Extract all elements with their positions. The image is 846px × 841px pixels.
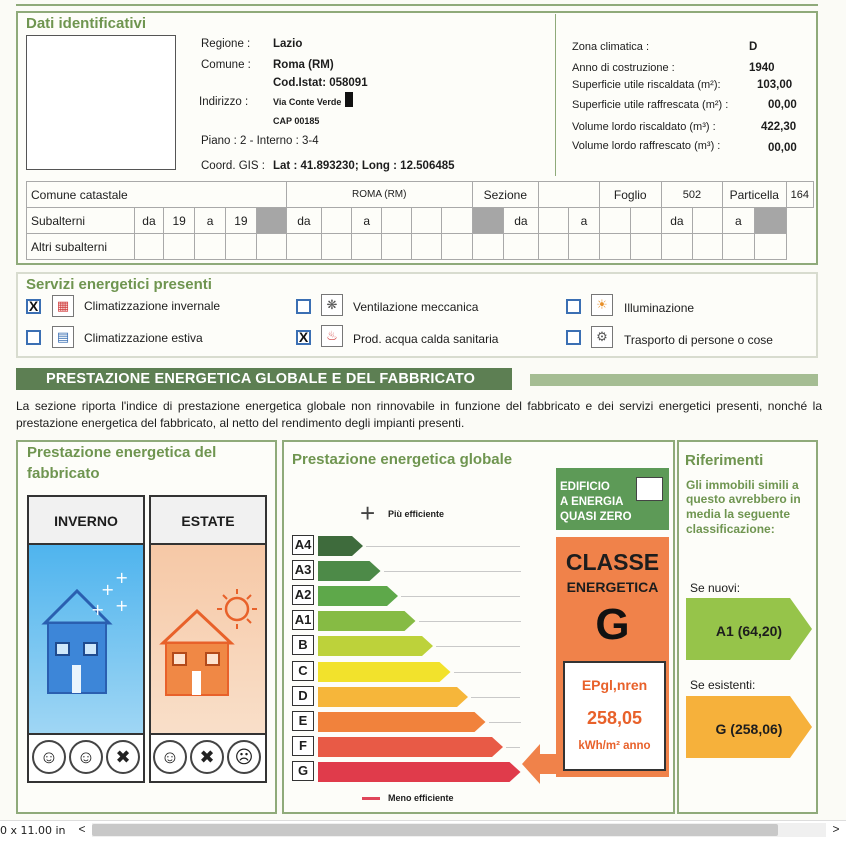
nzeb-line-2: A ENERGIA	[560, 496, 624, 508]
neutral-face-crossed-icon: ✖	[190, 740, 224, 774]
service-checkbox-acqua-calda[interactable]: X	[296, 330, 311, 345]
inverno-image	[27, 545, 145, 733]
class-bar-a1	[318, 610, 417, 631]
coord-label: Coord. GIS :	[201, 160, 265, 172]
top-border	[16, 0, 818, 6]
lightbulb-icon: ☀	[591, 294, 613, 316]
id-separator	[555, 14, 556, 176]
service-label: Trasporto di persone o cose	[624, 333, 773, 347]
vol-risc-label: Volume lordo riscaldato (m³) :	[572, 121, 716, 133]
class-label-f: F	[292, 736, 314, 756]
class-guide-line	[454, 672, 521, 673]
regione-label: Regione :	[201, 38, 251, 50]
sup-risc-value: 103,00	[757, 79, 793, 91]
zona-value: D	[749, 41, 758, 53]
nuovi-label: Se nuovi:	[690, 581, 741, 595]
riferimenti-text-1: Gli immobili simili a	[686, 478, 799, 492]
globale-title: Prestazione energetica globale	[292, 451, 513, 468]
coord-value: Lat : 41.893230; Long : 12.506485	[273, 160, 455, 172]
class-pointer-arrow	[522, 738, 562, 790]
classe-title-2: ENERGETICA	[566, 579, 659, 595]
service-label: Illuminazione	[624, 301, 695, 315]
riferimenti-text-2: questo avrebbero in	[686, 492, 801, 506]
class-guide-line	[506, 747, 520, 748]
water-tap-icon: ♨	[321, 325, 343, 347]
class-bar-g	[318, 761, 522, 782]
fabbricato-title-2: fabbricato	[27, 465, 100, 482]
sad-face-crossed-icon: ✖	[106, 740, 140, 774]
vol-risc-value: 422,30	[761, 121, 797, 133]
altri-subalterni-label: Altri subalterni	[27, 234, 135, 260]
section-banner	[16, 368, 818, 390]
sub-to-cell: 19	[225, 208, 256, 234]
indirizzo-value: Via Conte Verde	[273, 97, 342, 107]
photo-box	[26, 35, 176, 170]
sup-raff-value: 00,00	[768, 99, 797, 111]
classe-value: G	[595, 600, 630, 649]
a-cell: a	[195, 208, 226, 234]
class-guide-line	[384, 571, 521, 572]
zona-label: Zona climatica :	[572, 41, 650, 53]
class-guide-line	[436, 646, 520, 647]
sad-face-icon: ☹	[227, 740, 261, 774]
foglio-label: Foglio	[599, 182, 661, 208]
sezione-label: Sezione	[472, 182, 539, 208]
class-bar-b	[318, 635, 434, 656]
neutral-face-icon: ☺	[69, 740, 103, 774]
ep-unit: kWh/m² anno	[578, 740, 651, 752]
regione-value: Lazio	[273, 38, 303, 50]
cadastre-comune-value: ROMA (RM)	[287, 182, 472, 208]
riferimenti-text-4: classificazione:	[686, 522, 775, 536]
classe-title-1: CLASSE	[565, 549, 660, 575]
anno-value: 1940	[749, 62, 775, 74]
riferimenti-title: Riferimenti	[685, 452, 764, 469]
service-checkbox-trasporto[interactable]	[566, 330, 581, 345]
nzeb-checkbox[interactable]	[636, 477, 663, 501]
page-size-label: 0 x 11.00 in	[0, 824, 66, 837]
ep-value: 258,05	[586, 708, 643, 728]
anno-label: Anno di costruzione :	[572, 62, 675, 74]
meno-efficiente-label: Meno efficiente	[388, 793, 454, 803]
service-checkbox-illuminazione[interactable]	[566, 299, 581, 314]
service-label: Ventilazione meccanica	[353, 300, 479, 314]
minus-icon	[362, 797, 380, 800]
class-label-b: B	[292, 635, 314, 655]
air-conditioner-icon: ▤	[52, 326, 74, 348]
fan-icon: ❋	[321, 294, 343, 316]
class-bar-a3	[318, 560, 382, 581]
service-checkbox-climatizzazione-invernale[interactable]: X	[26, 299, 41, 314]
class-label-g: G	[292, 761, 314, 781]
class-label-a1: A1	[292, 610, 314, 630]
service-label: Climatizzazione invernale	[84, 299, 221, 313]
fabbricato-title-1: Prestazione energetica del	[27, 444, 217, 461]
class-label-c: C	[292, 661, 314, 681]
riferimenti-text-3: media la seguente	[686, 507, 791, 521]
esistenti-label: Se esistenti:	[690, 678, 756, 692]
sup-raff-label: Superficie utile raffrescata (m²) :	[572, 99, 729, 111]
class-label-e: E	[292, 711, 314, 731]
piano-value: Piano : 2 - Interno : 3-4	[201, 135, 319, 147]
class-guide-line	[419, 621, 521, 622]
da-cell: da	[287, 208, 322, 234]
class-guide-line	[366, 546, 520, 547]
a-cell: a	[722, 208, 754, 234]
class-guide-line	[489, 722, 521, 723]
vol-raff-value: 00,00	[768, 142, 797, 154]
plus-icon: +	[360, 498, 376, 528]
a-cell: a	[569, 208, 600, 234]
horizontal-scrollbar-thumb[interactable]	[92, 824, 778, 836]
class-guide-line	[471, 697, 520, 698]
indirizzo-label: Indirizzo :	[199, 96, 249, 108]
da-cell: da	[134, 208, 163, 234]
class-bar-a2	[318, 585, 399, 606]
estate-header	[149, 495, 267, 545]
class-label-d: D	[292, 686, 314, 706]
svg-text:+: +	[115, 596, 129, 615]
comune-label: Comune :	[201, 59, 251, 71]
scroll-right-button[interactable]: >	[832, 822, 840, 836]
house-winter-icon	[29, 545, 143, 733]
services-title: Servizi energetici presenti	[26, 276, 212, 293]
banner-title: PRESTAZIONE ENERGETICA GLOBALE E DEL FABBRICATO	[46, 371, 476, 387]
identification-title: Dati identificativi	[26, 15, 147, 32]
happy-face-icon: ☺	[32, 740, 66, 774]
svg-text:+: +	[91, 600, 105, 619]
sup-risc-label: Superficie utile riscaldata (m²):	[572, 79, 721, 91]
nzeb-line-3: QUASI ZERO	[560, 511, 632, 523]
cadastre-comune-label: Comune catastale	[27, 182, 287, 208]
radiator-icon: ▦	[52, 295, 74, 317]
table-row	[27, 182, 814, 208]
svg-text:+: +	[101, 580, 115, 599]
intro-text: La sezione riporta l'indice di prestazione energetica globale non rinnovabile in funzione del fabbricato e dei servizi energetici presenti, nonché la prestazione energetica del fabbricato, al netto del rendimento degli impianti presenti.	[16, 399, 822, 430]
table-row	[27, 208, 814, 234]
ep-label: EPgl,nren	[581, 677, 648, 693]
vol-raff-label: Volume lordo raffrescato (m³) :	[572, 140, 721, 152]
class-guide-line	[401, 596, 520, 597]
da-cell: da	[661, 208, 692, 234]
class-bar-a4	[318, 535, 364, 556]
comune-value: Roma (RM)	[273, 59, 334, 71]
da-cell: da	[503, 208, 538, 234]
inverno-label: INVERNO	[54, 513, 118, 529]
table-row	[27, 234, 814, 260]
a-cell: a	[351, 208, 382, 234]
particella-label: Particella	[722, 182, 786, 208]
service-label: Prod. acqua calda sanitaria	[353, 332, 499, 346]
esistenti-value: G (258,06)	[715, 721, 783, 737]
subalterni-label: Subalterni	[27, 208, 135, 234]
class-label-a3: A3	[292, 560, 314, 580]
cap-value: CAP 00185	[273, 116, 320, 126]
class-label-a4: A4	[292, 535, 314, 555]
class-bar-d	[318, 686, 469, 707]
class-bar-c	[318, 661, 452, 682]
sub-from-cell: 19	[164, 208, 195, 234]
redaction-mark	[345, 92, 353, 107]
house-summer-icon	[151, 545, 265, 733]
estate-label: ESTATE	[181, 513, 235, 529]
gear-icon: ⚙	[591, 326, 613, 348]
service-checkbox-ventilazione[interactable]	[296, 299, 311, 314]
cadastre-table	[26, 181, 814, 260]
particella-value: 164	[786, 182, 813, 208]
class-label-a2: A2	[292, 585, 314, 605]
nuovi-value: A1 (64,20)	[715, 623, 783, 639]
piu-efficiente-label: Più efficiente	[388, 509, 445, 519]
service-label: Climatizzazione estiva	[84, 331, 203, 345]
foglio-value: 502	[661, 182, 722, 208]
inverno-header	[27, 495, 145, 545]
estate-image	[149, 545, 267, 733]
happy-face-icon: ☺	[153, 740, 187, 774]
scroll-left-button[interactable]: <	[78, 822, 86, 836]
class-bar-f	[318, 736, 504, 757]
service-checkbox-climatizzazione-estiva[interactable]	[26, 330, 41, 345]
cod-istat: Cod.Istat: 058091	[273, 77, 368, 89]
svg-text:+: +	[115, 568, 129, 587]
class-bar-e	[318, 711, 487, 732]
nzeb-line-1: EDIFICIO	[560, 481, 610, 493]
